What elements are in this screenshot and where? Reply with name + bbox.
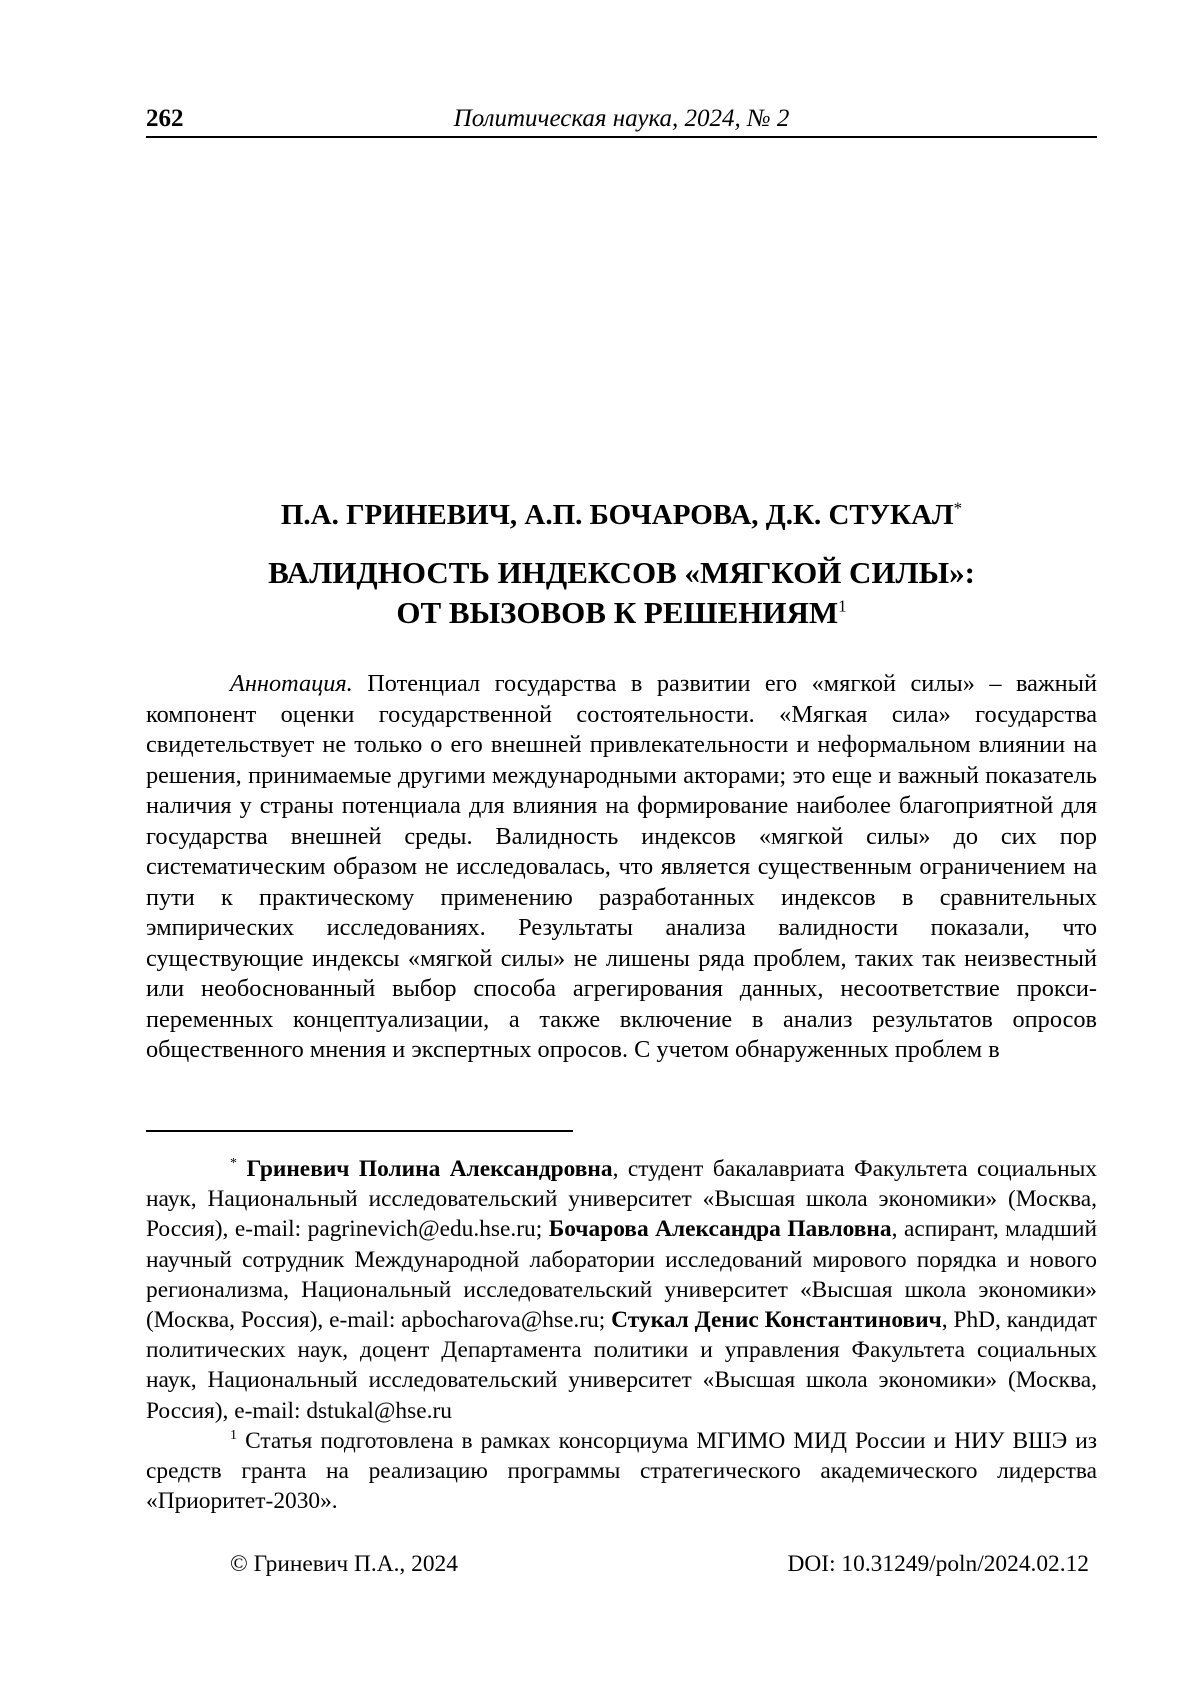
author-names: П.А. ГРИНЕВИЧ, А.П. БОЧАРОВА, Д.К. СТУКАЛ [281, 499, 954, 531]
footnote-funding-mark: 1 [230, 1428, 237, 1443]
page-number: 262 [146, 104, 184, 134]
footnote-funding [146, 1426, 1097, 1517]
abstract-text: Потенциал государства в развитии его «мягкой силы» – важный компонент оценки государственной состоятельности. «Мягкая сила» государства свидетельствует не только о его внешней привлекательности и неформальном влиянии на решения, принимаемые другими международными акторами; это еще и важный показатель наличия у страны потенциала для влияния на формирование наиболее благоприятной для государства внешней среды. Валидность индексов «мягкой силы» до сих пор систематическим образом не исследовалась, что является существенным ограничением на пути к практическому применению разработанных индексов в сравнительных эмпирических исследованиях. Результаты анализа валидности показали, что существующие индексы «мягкой силы» не лишены ряда проблем, таких так неизвестный или необоснованный выбор способа агрегирования данных, несоответствие прокси-переменных концептуализации, а также включение в анализ результатов опросов общественного мнения и экспертных опросов. С учетом обнаруженных проблем в [146, 670, 1097, 1063]
author-2-name: Бочарова Александра Павловна [549, 1216, 892, 1242]
article-title-line-1: ВАЛИДНОСТЬ ИНДЕКСОВ «МЯГКОЙ СИЛЫ»: [146, 553, 1097, 593]
author-2-info: , аспирант, младший научный сотрудник Международной лаборатории исследований мирового порядка и нового регионализма, Национальный исследовательский университет «Высшая школа экономики» (Москва, Россия), e-mail: apbocharova@hse.ru; [146, 1216, 1097, 1333]
author-1-info: , студент бакалавриата Факультета социальных наук, Национальный исследовательский университет «Высшая школа экономики» (Москва, Россия), e-mail: pagrinevich@edu.hse.ru; [146, 1156, 1097, 1242]
footnote-authors [146, 1154, 1097, 1426]
article-title-line-2 [146, 593, 1097, 633]
copyright: © Гриневич П.А., 2024 [230, 1549, 458, 1579]
running-header [146, 100, 1097, 138]
footnote-authors-mark: * [230, 1156, 237, 1171]
title-footnote-mark: 1 [838, 597, 847, 616]
article-title-line-2-text: ОТ ВЫЗОВОВ К РЕШЕНИЯМ [396, 595, 838, 630]
author-1-name: Гриневич Полина Александровна [246, 1156, 612, 1182]
author-3-info: , PhD, кандидат политических наук, доцент Департамента политики и управления Факультета социальных наук, Национальный исследовательский университет «Высшая школа экономики» (Москва, Россия), e-mail: dstukal@hse.ru [146, 1307, 1097, 1424]
footnote-separator [146, 1130, 573, 1132]
abstract [146, 669, 1097, 1066]
footnote-funding-text: Статья подготовлена в рамках консорциума МГИМО МИД России и НИУ ВШЭ из средств гранта на реализацию программы стратегического академического лидерства «Приоритет-2030». [146, 1428, 1097, 1514]
article-title [146, 553, 1097, 633]
author-footnote-mark: * [954, 498, 963, 517]
doi: DOI: 10.31249/poln/2024.02.12 [788, 1549, 1089, 1579]
author-line [146, 497, 1097, 533]
abstract-label: Аннотация. [230, 670, 353, 697]
journal-title: Политическая наука, 2024, № 2 [146, 104, 1097, 134]
author-3-name: Стукал Денис Константинович [611, 1307, 942, 1333]
footnotes [146, 1154, 1097, 1516]
